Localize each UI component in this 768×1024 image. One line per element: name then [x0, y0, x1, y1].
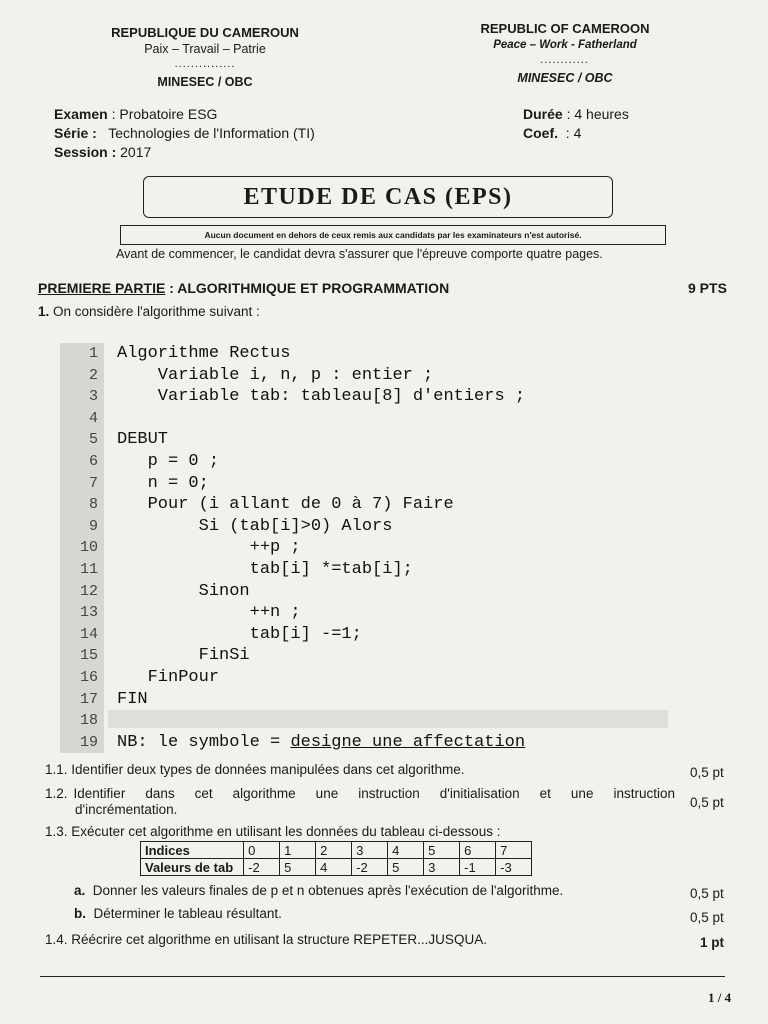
code-line: tab[i] *=tab[i]; [117, 560, 413, 579]
code-line: ++p ; [117, 538, 301, 558]
coef-label: Coef. [523, 125, 558, 141]
exam-meta: Examen : Probatoire ESG Série : Technologies de l'Information (TI) Session : 2017 [54, 106, 315, 160]
ministry-en: MINESEC / OBC [517, 71, 613, 85]
code-line: n = 0; [117, 473, 209, 493]
table-cell: -2 [352, 859, 388, 876]
code-note-pre: NB: le symbole = [117, 732, 291, 752]
country-en: REPUBLIC OF CAMEROON [480, 21, 650, 36]
code-line: Pour (i allant de 0 à 7) Faire [117, 495, 454, 515]
q1-text: On considère l'algorithme suivant : [53, 304, 260, 319]
code-line: Si (tab[i]>0) Alors [117, 516, 393, 536]
question-1-3-b [74, 906, 282, 922]
table-cell: 7 [496, 842, 532, 859]
exam-value: Probatoire ESG [119, 106, 218, 122]
table-row [141, 859, 532, 876]
question-1-4 [45, 932, 487, 948]
table-cell: 3 [424, 859, 460, 876]
table-row [141, 842, 532, 859]
code-line: FinSi [117, 646, 250, 666]
question-1-3 [45, 824, 501, 840]
code-line-number: 13 [79, 604, 98, 622]
code-line-number: 19 [79, 733, 98, 751]
code-line: tab[i] -=1; [117, 624, 362, 644]
code-line-number: 1 [88, 345, 98, 362]
part-points: 9 PTS [688, 280, 727, 296]
data-table [140, 841, 532, 876]
part-title-underlined: PREMIERE PARTIE [38, 280, 166, 296]
q12-text-1: Identifier dans cet algorithme une instruction d'initialisation et une instruction [73, 786, 675, 801]
q12-num: 1.2. [45, 786, 68, 801]
motto-fr: Paix – Travail – Patrie [144, 42, 266, 56]
code-line: Variable i, n, p : entier ; [117, 365, 434, 385]
header-right [460, 20, 670, 87]
question-1-1 [45, 762, 465, 778]
q13a-points: 0,5 pt [690, 886, 724, 901]
code-line-number: 10 [79, 539, 98, 557]
footer-divider [40, 976, 725, 977]
q13a-num: a. [74, 883, 86, 898]
part-title [38, 280, 449, 296]
q11-points: 0,5 pt [690, 765, 724, 780]
notice-box: Aucun document en dehors de ceux remis aux candidats par les examinateurs n'est autorisé. [120, 225, 666, 245]
question-1 [38, 304, 260, 319]
dots-fr: ............... [174, 58, 236, 70]
table-cell: -2 [244, 859, 280, 876]
table-cell: 5 [280, 859, 316, 876]
code-block [60, 343, 670, 753]
q14-text: Réécrire cet algorithme en utilisant la structure REPETER...JUSQUA. [71, 932, 487, 947]
exam-label: Examen [54, 106, 108, 122]
code-note-underlined: designe une affectation [290, 732, 526, 752]
q11-text: Identifier deux types de données manipulées dans cet algorithme. [71, 762, 465, 777]
table-row-label: Indices [141, 842, 244, 859]
code-line: FinPour [117, 668, 220, 687]
table-cell: 3 [352, 842, 388, 859]
code-line: DEBUT [117, 430, 169, 450]
part-title-rest: : ALGORITHMIQUE ET PROGRAMMATION [165, 280, 450, 296]
instructions-text: Avant de commencer, le candidat devra s'assurer que l'épreuve comporte quatre pages. [116, 247, 603, 261]
table-cell: -1 [460, 859, 496, 876]
q13b-num: b. [74, 906, 86, 921]
code-line-number: 15 [79, 647, 98, 665]
serie-label: Série : [54, 125, 97, 141]
page-title: ETUDE DE CAS (EPS) [143, 176, 613, 218]
duree-value: 4 heures [574, 106, 629, 122]
table-row-label: Valeurs de tab [141, 859, 244, 876]
serie-value: Technologies de l'Information (TI) [108, 125, 315, 141]
q13b-text: Déterminer le tableau résultant. [93, 906, 282, 921]
q12-text-2: d'incrémentation. [75, 802, 178, 817]
q13a-text: Donner les valeurs finales de p et n obtenues après l'exécution de l'algorithme. [92, 883, 564, 898]
code-line-number: 8 [88, 496, 98, 514]
code-line-number: 17 [79, 690, 98, 708]
duree-label: Durée [523, 106, 563, 122]
code-line-number: 9 [88, 517, 98, 535]
table-cell: 5 [388, 859, 424, 876]
q14-num: 1.4. [45, 932, 68, 947]
code-line-number: 4 [88, 409, 98, 427]
code-note [117, 732, 525, 754]
code-line-number: 16 [79, 669, 98, 686]
table-cell: 5 [424, 842, 460, 859]
q1-num: 1. [38, 304, 50, 319]
table-cell: -3 [496, 859, 532, 876]
code-line-number: 18 [79, 712, 98, 730]
country-fr: REPUBLIQUE DU CAMEROUN [111, 25, 299, 40]
code-line: ++n ; [117, 603, 301, 623]
table-cell: 2 [316, 842, 352, 859]
duration-meta: Durée : 4 heures Coef. : 4 [523, 106, 629, 141]
ministry-fr: MINESEC / OBC [157, 75, 253, 89]
code-shade-line-18 [108, 710, 668, 728]
code-line-number: 5 [88, 431, 98, 449]
code-line: FIN [117, 689, 148, 709]
q13-num: 1.3. [45, 824, 68, 839]
code-line: Algorithme Rectus [117, 344, 291, 363]
dots-en: ............ [540, 54, 590, 66]
q13-text: Exécuter cet algorithme en utilisant les données du tableau ci-dessous : [71, 824, 501, 839]
session-value: 2017 [120, 144, 152, 160]
code-line-number: 2 [88, 366, 98, 384]
code-line: Variable tab: tableau[8] d'entiers ; [117, 387, 526, 407]
page-number: 1 / 4 [708, 990, 732, 1005]
table-cell: 4 [388, 842, 424, 859]
code-line: Sinon [117, 581, 250, 601]
q13b-points: 0,5 pt [690, 910, 724, 925]
code-line-number: 7 [88, 474, 98, 492]
code-line-number: 11 [79, 561, 98, 578]
table-cell: 6 [460, 842, 496, 859]
code-line-number: 6 [88, 453, 98, 470]
table-cell: 4 [316, 859, 352, 876]
coef-value: 4 [573, 125, 582, 141]
session-label: Session : [54, 144, 117, 160]
q12-points: 0,5 pt [690, 795, 724, 810]
question-1-3-a [74, 883, 563, 899]
question-1-2 [45, 786, 675, 818]
motto-en: Peace – Work - Fatherland [493, 39, 637, 51]
code-line-number: 3 [88, 388, 98, 406]
q14-points: 1 pt [700, 935, 725, 950]
code-line: p = 0 ; [117, 452, 220, 471]
table-cell: 0 [244, 842, 280, 859]
header-left [100, 24, 310, 91]
code-line-number: 12 [79, 582, 98, 600]
q11-num: 1.1. [45, 762, 68, 777]
code-line-number: 14 [79, 625, 98, 643]
table-cell: 1 [280, 842, 316, 859]
